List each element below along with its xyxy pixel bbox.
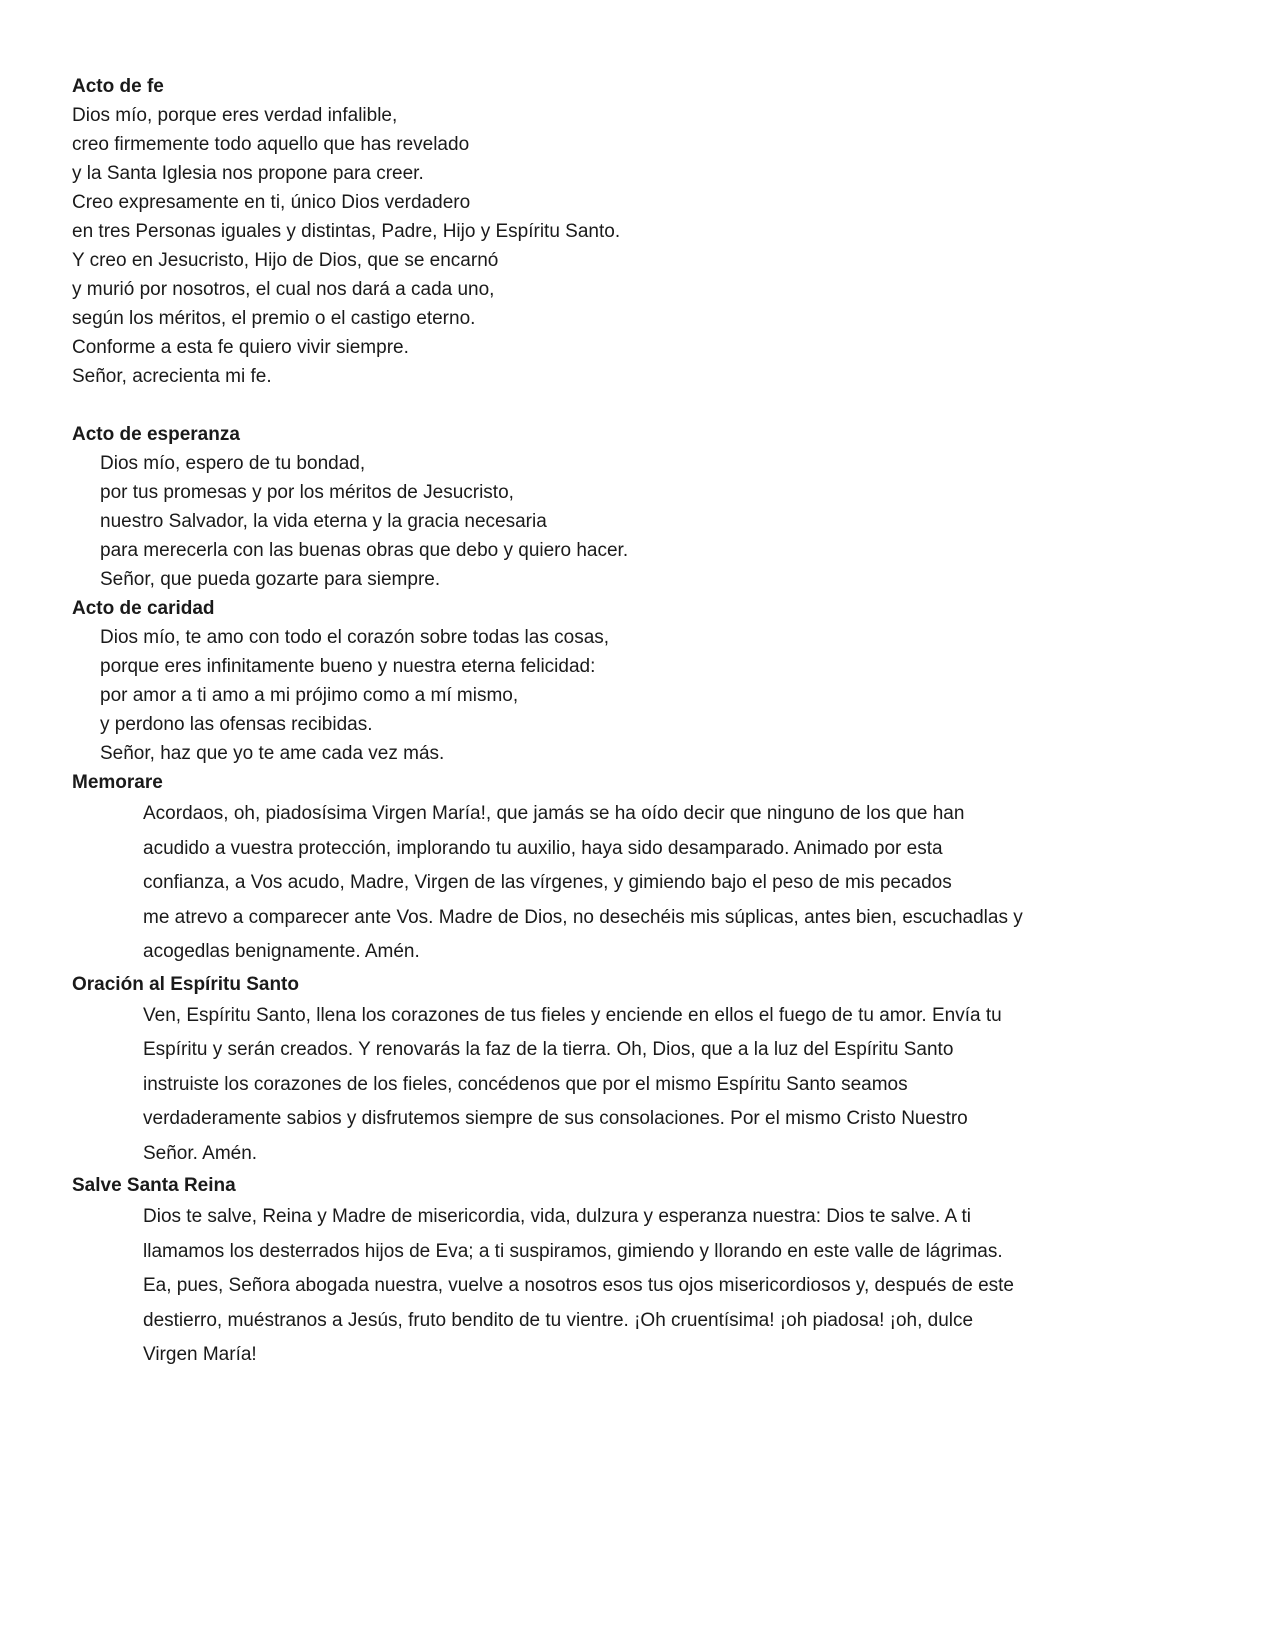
prayer-body [72, 797, 1215, 970]
prayer-line: Ven, Espíritu Santo, llena los corazones de tus fieles y enciende en ellos el fuego de tu amor. Envía tu [143, 1004, 1002, 1026]
prayer-line: acogedlas benignamente. Amén. [143, 941, 420, 962]
prayer-line: y murió por nosotros, el cual nos dará a cada uno, [72, 279, 495, 300]
prayer-body [72, 101, 1215, 391]
prayer-line: por tus promesas y por los méritos de Jesucristo, [100, 482, 514, 503]
prayer-line: en tres Personas iguales y distintas, Padre, Hijo y Espíritu Santo. [72, 221, 621, 242]
prayer-line: y perdono las ofensas recibidas. [100, 714, 373, 735]
prayer-line: según los méritos, el premio o el castigo eterno. [72, 308, 476, 329]
prayer-line: Señor, haz que yo te ame cada vez más. [100, 743, 445, 764]
prayer-body [72, 623, 1215, 768]
prayer-line: y la Santa Iglesia nos propone para creer. [72, 163, 424, 184]
prayer-line: Y creo en Jesucristo, Hijo de Dios, que se encarnó [72, 250, 499, 271]
prayer-body [72, 1200, 1215, 1373]
prayer-line: Dios mío, espero de tu bondad, [100, 453, 366, 474]
prayer-line: Dios mío, te amo con todo el corazón sobre todas las cosas, [100, 627, 610, 648]
prayer-line: Conforme a esta fe quiero vivir siempre. [72, 337, 409, 358]
prayer-line: Virgen María! [143, 1344, 257, 1365]
prayer-line: Dios mío, porque eres verdad infalible, [72, 105, 398, 126]
prayer-body [72, 999, 1215, 1172]
prayer-line: nuestro Salvador, la vida eterna y la gracia necesaria [100, 511, 547, 532]
prayer-line: Acordaos, oh, piadosísima Virgen María!, que jamás se ha oído decir que ninguno de los que han [143, 803, 965, 824]
section-title: Salve Santa Reina [72, 1175, 236, 1196]
prayer-line: creo firmemente todo aquello que has revelado [72, 134, 470, 155]
prayer-line: porque eres infinitamente bueno y nuestra eterna felicidad: [100, 656, 596, 677]
section-title: Oración al Espíritu Santo [72, 973, 299, 995]
prayer-line: Espíritu y serán creados. Y renovarás la faz de la tierra. Oh, Dios, que a la luz del Espíritu Santo [143, 1039, 954, 1060]
spacer [72, 391, 1215, 420]
prayer-line: verdaderamente sabios y disfrutemos siempre de sus consolaciones. Por el mismo Cristo Nuestro [143, 1108, 968, 1129]
document-page [72, 72, 1215, 1373]
prayer-line: destierro, muéstranos a Jesús, fruto bendito de tu vientre. ¡Oh cruentísima! ¡oh piadosa! ¡oh, dulce [143, 1309, 974, 1331]
prayer-line: Ea, pues, Señora abogada nuestra, vuelve a nosotros esos tus ojos misericordiosos y, después de este [143, 1275, 1014, 1296]
prayer-line: Señor, acrecienta mi fe. [72, 366, 272, 387]
prayer-line: confianza, a Vos acudo, Madre, Virgen de las vírgenes, y gimiendo bajo el peso de mis pecados [143, 872, 952, 893]
prayer-line: instruiste los corazones de los fieles, concédenos que por el mismo Espíritu Santo seamos [143, 1073, 908, 1095]
section-title: Acto de fe [72, 76, 164, 97]
section-title: Acto de caridad [72, 598, 215, 619]
prayer-line: por amor a ti amo a mi prójimo como a mí mismo, [100, 685, 519, 706]
prayer-line: acudido a vuestra protección, implorando tu auxilio, haya sido desamparado. Animado por esta [143, 837, 943, 859]
prayer-body [72, 449, 1215, 594]
section-title: Acto de esperanza [72, 424, 240, 445]
prayer-line: Creo expresamente en ti, único Dios verdadero [72, 192, 471, 213]
prayer-line: llamamos los desterrados hijos de Eva; a ti suspiramos, gimiendo y llorando en este valle de lágrimas. [143, 1240, 1003, 1262]
prayer-line: Señor, que pueda gozarte para siempre. [100, 569, 441, 590]
prayer-line: Señor. Amén. [143, 1142, 258, 1164]
prayer-line: Dios te salve, Reina y Madre de misericordia, vida, dulzura y esperanza nuestra: Dios te salve. A ti [143, 1206, 971, 1227]
section-title: Memorare [72, 772, 163, 793]
prayer-line: me atrevo a comparecer ante Vos. Madre de Dios, no desechéis mis súplicas, antes bien, escuchadlas y [143, 906, 1023, 928]
prayer-line: para merecerla con las buenas obras que debo y quiero hacer. [100, 540, 629, 561]
